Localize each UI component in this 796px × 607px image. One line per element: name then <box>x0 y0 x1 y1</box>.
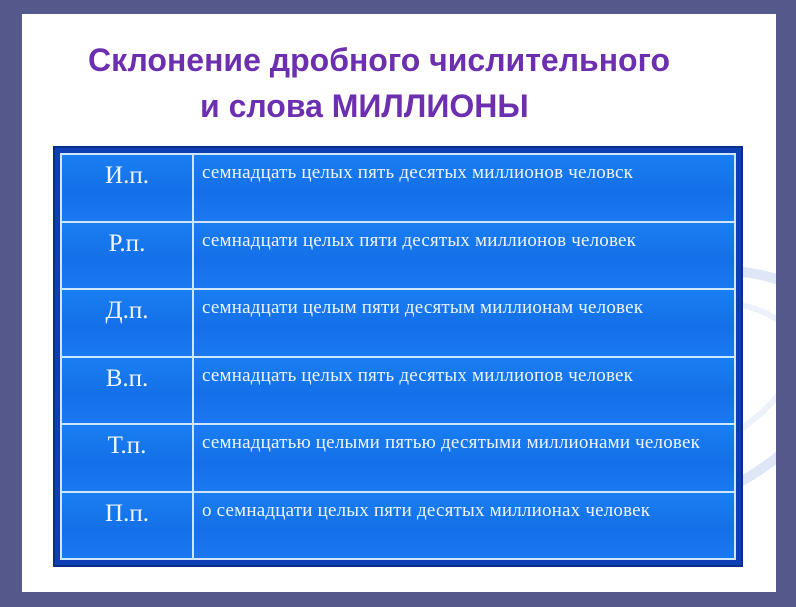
table-row <box>61 222 735 290</box>
table-row <box>61 357 735 425</box>
table-row <box>61 154 735 222</box>
case-cell: Р.п. <box>61 222 193 290</box>
case-cell: В.п. <box>61 357 193 425</box>
phrase-cell: семнадцати целым пяти десятым миллионам человек <box>193 289 735 357</box>
table-row <box>61 492 735 560</box>
declension-table <box>60 153 736 560</box>
table-row <box>61 289 735 357</box>
title-line-2: и слова МИЛЛИОНЫ <box>200 88 529 124</box>
slide <box>22 14 776 592</box>
case-cell: Д.п. <box>61 289 193 357</box>
case-cell: П.п. <box>61 492 193 560</box>
phrase-cell: о семнадцати целых пяти десятых миллионах человек <box>193 492 735 560</box>
table-row <box>61 424 735 492</box>
case-cell: Т.п. <box>61 424 193 492</box>
declension-table-frame <box>53 146 743 567</box>
case-cell: И.п. <box>61 154 193 222</box>
phrase-cell: семнадцати целых пяти десятых миллионов человек <box>193 222 735 290</box>
phrase-cell: семнадцать целых пять десятых миллионов человск <box>193 154 735 222</box>
title-line-1: Склонение дробного числительного <box>88 42 671 78</box>
phrase-cell: семнадцатью целыми пятью десятыми миллионами человек <box>193 424 735 492</box>
phrase-cell: семнадцать целых пять десятых миллиопов человек <box>193 357 735 425</box>
